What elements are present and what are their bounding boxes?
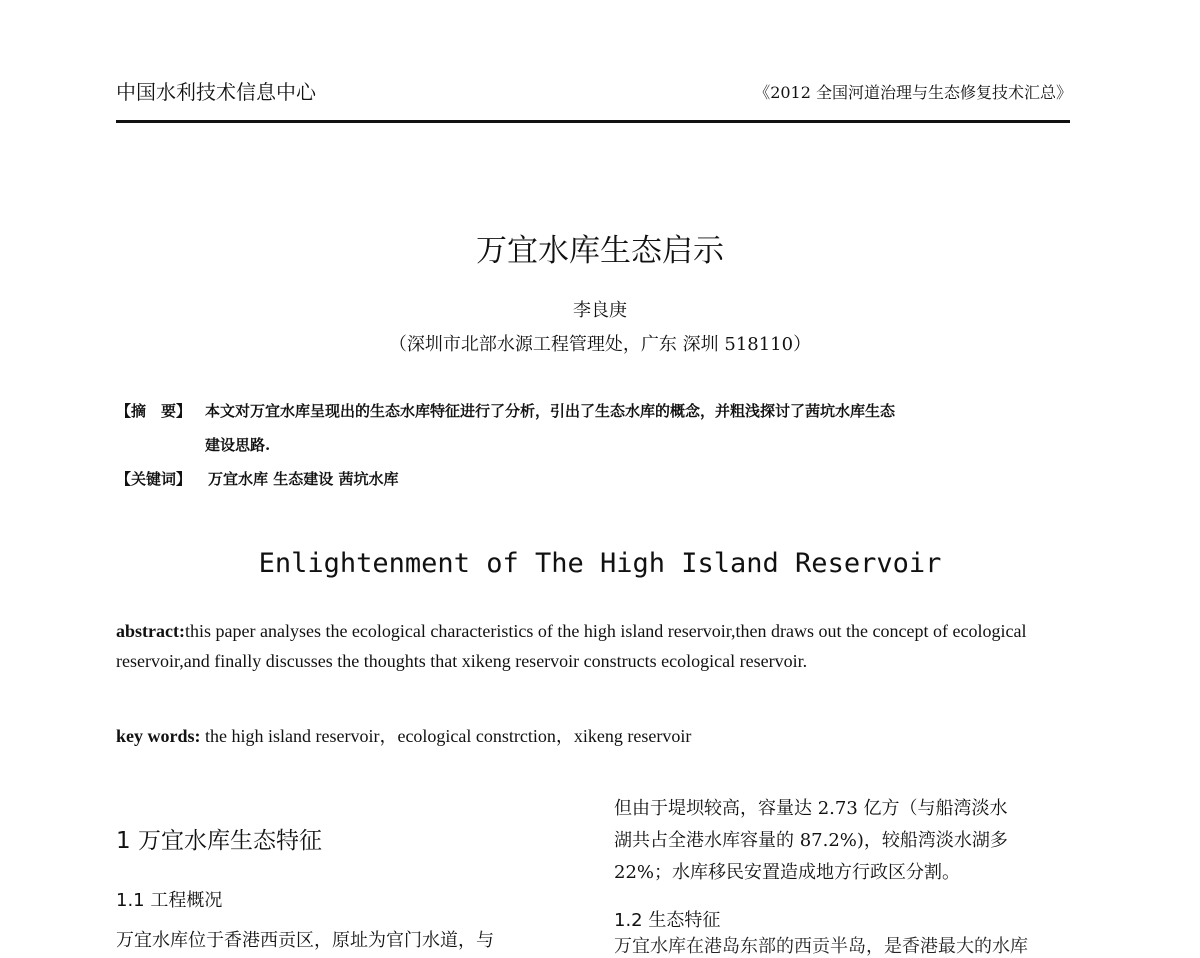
abstract-cn-label: 【摘 要】 bbox=[116, 402, 192, 420]
header-collection-title: 《2012 全国河道治理与生态修复技术汇总》 bbox=[754, 83, 1072, 102]
abstract-en bbox=[116, 616, 1076, 676]
keywords-cn-label: 【关键词】 bbox=[116, 470, 192, 488]
header-publisher: 中国水利技术信息中心 bbox=[116, 80, 316, 104]
author-name: 李良庚 bbox=[573, 300, 627, 321]
header-rule bbox=[116, 120, 1070, 123]
author-affiliation: （深圳市北部水源工程管理处，广东 深圳 518110） bbox=[388, 334, 812, 355]
abstract-en-label: abstract: bbox=[116, 621, 185, 641]
subsection-heading: 1.1 工程概况 bbox=[116, 890, 223, 911]
body-text-line: 万宜水库位于香港西贡区，原址为官门水道，与 bbox=[116, 930, 494, 951]
body-text-line: 湖共占全港水库容量的 87.2%)，较船湾淡水湖多 bbox=[614, 830, 1008, 851]
abstract-en-text: this paper analyses the ecological characteristics of the high island reservoir,then draws out the concept of ecological reservoir,and finally discusses the thoughts that xikeng reservoir constructs ecological reservoir. bbox=[116, 621, 1027, 671]
keywords-en-value: the high island reservoir，ecological constrction，xikeng reservoir bbox=[200, 726, 692, 746]
subsection-heading: 1.2 生态特征 bbox=[614, 910, 721, 931]
body-text-line-clipped: 万宜水库在港岛东部的西贡半岛，是香港最大的水库 bbox=[614, 936, 1028, 957]
english-title: Enlightenment of The High Island Reservoir bbox=[258, 548, 942, 579]
paper-title: 万宜水库生态启示 bbox=[476, 233, 724, 269]
keywords-cn-value: 万宜水库 生态建设 茜坑水库 bbox=[208, 470, 399, 488]
abstract-cn-line: 本文对万宜水库呈现出的生态水库特征进行了分析，引出了生态水库的概念，并粗浅探讨了茜坑水库生态 bbox=[205, 402, 896, 420]
section-heading: 1 万宜水库生态特征 bbox=[116, 828, 322, 854]
body-text-line: 但由于堤坝较高，容量达 2.73 亿方（与船湾淡水 bbox=[614, 798, 1008, 819]
keywords-en-label: key words: bbox=[116, 726, 201, 746]
keywords-en bbox=[116, 722, 691, 748]
body-text-line: 22%；水库移民安置造成地方行政区分割。 bbox=[614, 862, 961, 883]
abstract-cn-line: 建设思路. bbox=[205, 436, 271, 454]
